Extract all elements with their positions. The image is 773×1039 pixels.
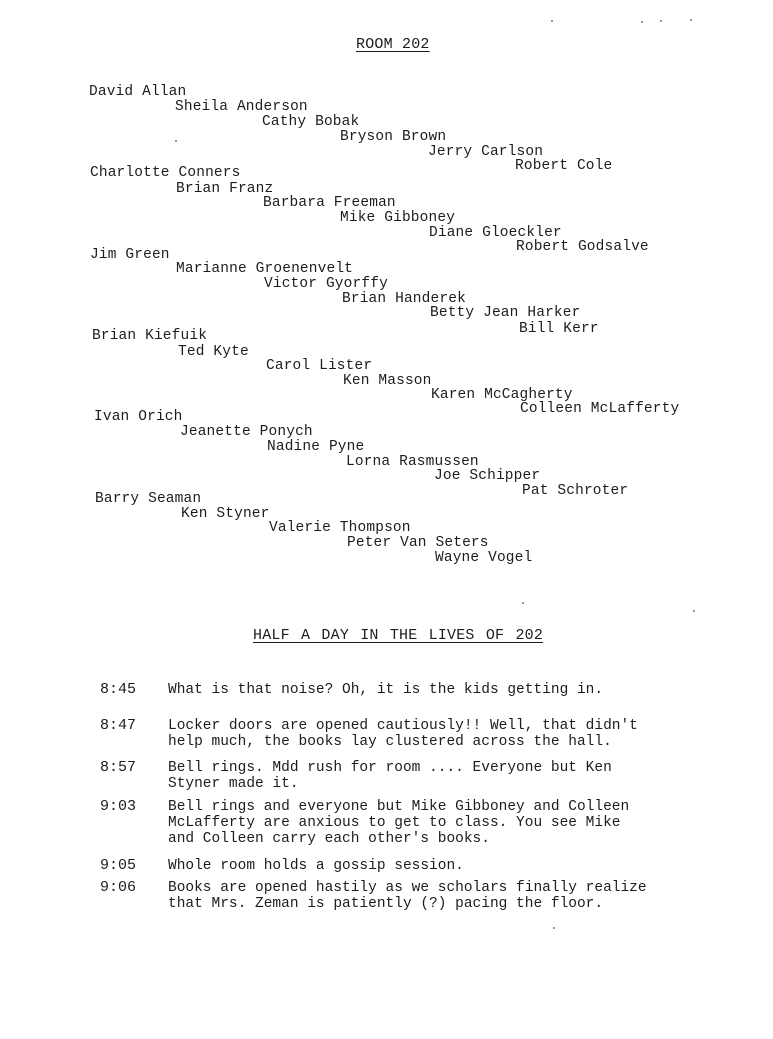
student-name: Mike Gibboney	[340, 210, 456, 226]
student-name: Colleen McLafferty	[520, 401, 680, 417]
student-name: Victor Gyorffy	[264, 276, 388, 292]
student-name: Jim Green	[90, 247, 170, 263]
log-text: Bell rings. Mdd rush for room .... Everyone but Ken Styner made it.	[168, 760, 612, 792]
student-name: Cathy Bobak	[262, 114, 360, 130]
student-name: Ivan Orich	[94, 409, 183, 425]
scan-speck	[553, 927, 555, 929]
scan-speck	[641, 21, 643, 23]
log-time: 8:45	[100, 681, 137, 698]
log-text: Locker doors are opened cautiously!! Well, that didn't help much, the books lay clustered across the hall.	[168, 718, 638, 750]
section-title: HALF A DAY IN THE LIVES OF 202	[253, 627, 544, 644]
student-name: Charlotte Conners	[90, 165, 241, 181]
student-name: Diane Gloeckler	[429, 225, 562, 241]
scan-speck	[175, 140, 177, 142]
log-time: 8:47	[100, 717, 137, 734]
log-text: Books are opened hastily as we scholars finally realize that Mrs. Zeman is patiently (?) pacing the floor.	[168, 880, 647, 912]
student-name: Bill Kerr	[519, 321, 599, 337]
student-name: Carol Lister	[266, 358, 373, 374]
log-text: Bell rings and everyone but Mike Gibboney and Colleen McLafferty are anxious to get to class. You see Mike and Colleen carry each other's books.	[168, 799, 630, 847]
log-time: 9:03	[100, 798, 137, 815]
student-name: Joe Schipper	[434, 468, 541, 484]
room-title: ROOM 202	[356, 36, 430, 53]
log-time: 9:05	[100, 857, 137, 874]
student-name: Peter Van Seters	[347, 535, 489, 551]
student-name: Wayne Vogel	[435, 550, 533, 566]
log-time: 8:57	[100, 759, 137, 776]
student-name: Jerry Carlson	[428, 144, 544, 160]
student-name: Betty Jean Harker	[430, 305, 581, 321]
student-name: David Allan	[89, 84, 187, 100]
student-name: Brian Handerek	[342, 291, 466, 307]
log-time: 9:06	[100, 879, 137, 896]
student-name: Lorna Rasmussen	[346, 454, 479, 470]
student-name: Marianne Groenenvelt	[176, 261, 354, 277]
student-name: Barry Seaman	[95, 491, 202, 507]
student-name: Brian Kiefuik	[92, 328, 208, 344]
scan-speck	[660, 20, 662, 22]
student-name: Pat Schroter	[522, 483, 629, 499]
student-name: Sheila Anderson	[175, 99, 308, 115]
student-name: Nadine Pyne	[267, 439, 365, 455]
student-name: Barbara Freeman	[263, 195, 396, 211]
student-name: Robert Godsalve	[516, 239, 649, 255]
student-name: Jeanette Ponych	[180, 424, 313, 440]
student-name: Bryson Brown	[340, 129, 447, 145]
student-name: Ted Kyte	[178, 344, 249, 360]
student-name: Karen McCagherty	[431, 387, 573, 403]
student-name: Valerie Thompson	[269, 520, 411, 536]
scan-speck	[693, 610, 695, 612]
scan-speck	[551, 20, 553, 22]
student-name: Ken Masson	[343, 373, 432, 389]
student-name: Ken Styner	[181, 506, 270, 522]
log-text: What is that noise? Oh, it is the kids getting in.	[168, 682, 604, 698]
scan-speck	[690, 19, 692, 21]
scan-speck	[522, 602, 524, 604]
student-name: Brian Franz	[176, 181, 274, 197]
student-name: Robert Cole	[515, 158, 613, 174]
log-text: Whole room holds a gossip session.	[168, 858, 464, 874]
